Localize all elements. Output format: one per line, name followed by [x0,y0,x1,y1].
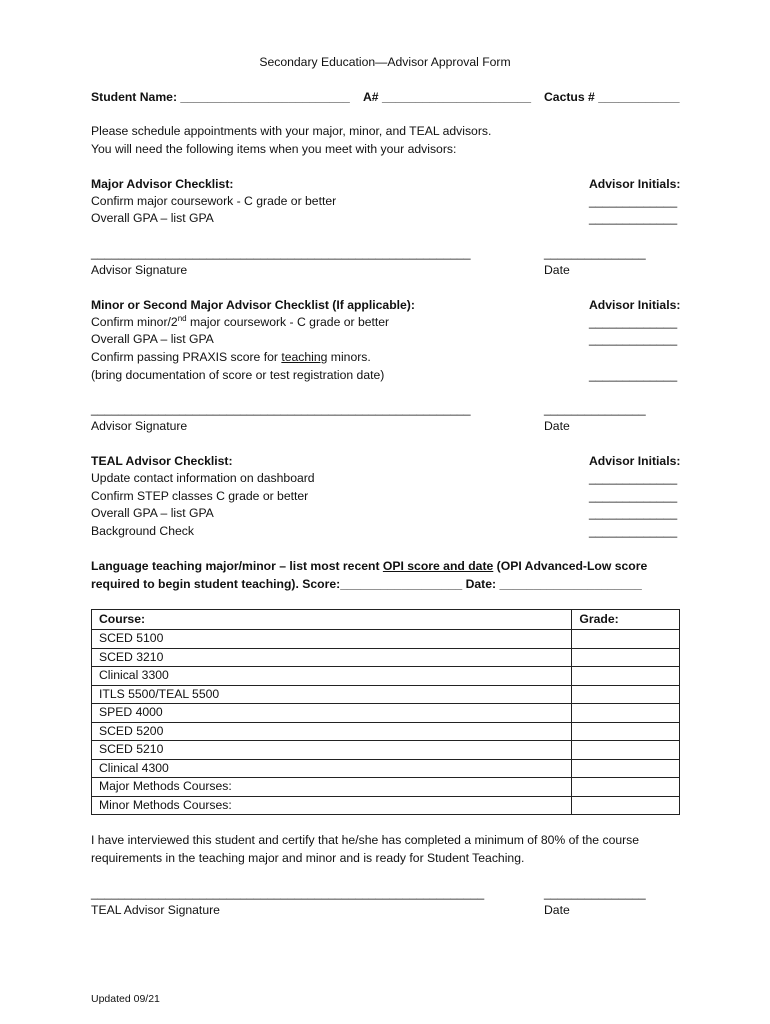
teal-initial-blank-2[interactable]: _____________ [589,489,678,503]
grade-cell[interactable] [572,685,680,704]
teal-initials-heading: Advisor Initials: [589,454,681,468]
minor-date-label: Date [544,419,570,433]
grade-cell[interactable] [572,630,680,649]
grade-cell[interactable] [572,741,680,760]
minor-date-line[interactable]: _______________ [544,402,646,416]
grade-cell[interactable] [572,722,680,741]
grade-column-header: Grade: [572,610,680,630]
table-row [92,630,680,649]
intro-line-1: Please schedule appointments with your major, minor, and TEAL advisors. [91,124,492,138]
grade-cell[interactable] [572,667,680,686]
minor-initial-blank-2[interactable]: _____________ [589,332,678,346]
course-cell: SCED 5100 [92,630,572,649]
minor-initial-blank-1[interactable]: _____________ [589,315,678,329]
course-cell: SCED 3210 [92,648,572,667]
student-name-field[interactable]: Student Name: _________________________ [91,90,350,104]
language-requirement-line-2[interactable]: required to begin student teaching). Score:__________________ Date: _____________________ [91,577,642,591]
course-cell: Major Methods Courses: [92,778,572,797]
course-column-header: Course: [92,610,572,630]
major-item-gpa: Overall GPA – list GPA [91,211,214,225]
major-checklist-heading: Major Advisor Checklist: [91,177,234,191]
teal-initial-blank-1[interactable]: _____________ [589,471,678,485]
grade-cell[interactable] [572,704,680,723]
major-date-line[interactable]: _______________ [544,246,646,260]
minor-checklist-heading: Minor or Second Major Advisor Checklist (If applicable): [91,298,415,312]
teal-initial-blank-3[interactable]: _____________ [589,506,678,520]
teal-item-step: Confirm STEP classes C grade or better [91,489,309,503]
intro-line-2: You will need the following items when you meet with your advisors: [91,142,457,156]
teal-item-background: Background Check [91,524,194,538]
cactus-number-field[interactable]: Cactus # ____________ [544,90,680,104]
teal-date-line[interactable]: _______________ [544,886,646,900]
table-row [92,685,680,704]
table-row [92,667,680,686]
grade-cell[interactable] [572,759,680,778]
major-initial-blank-1[interactable]: _____________ [589,194,678,208]
minor-initial-blank-3[interactable]: _____________ [589,368,678,382]
a-number-field[interactable]: A# ______________________ [363,90,532,104]
teal-item-contact: Update contact information on dashboard [91,471,315,485]
course-cell: Minor Methods Courses: [92,796,572,815]
grade-cell[interactable] [572,778,680,797]
table-header-row [92,610,680,630]
minor-initials-heading: Advisor Initials: [589,298,681,312]
major-initial-blank-2[interactable]: _____________ [589,211,678,225]
teal-checklist-heading: TEAL Advisor Checklist: [91,454,233,468]
minor-item-praxis: Confirm passing PRAXIS score for teaching minors. [91,350,371,364]
teal-date-label: Date [544,903,570,917]
minor-item-documentation: (bring documentation of score or test registration date) [91,368,385,382]
course-cell: SCED 5210 [92,741,572,760]
minor-item-coursework: Confirm minor/2nd major coursework - C grade or better [91,313,390,329]
course-cell: Clinical 4300 [92,759,572,778]
course-grade-table [91,609,680,815]
teal-signature-label: TEAL Advisor Signature [91,903,220,917]
table-row [92,759,680,778]
course-cell: SCED 5200 [92,722,572,741]
teal-initial-blank-4[interactable]: _____________ [589,524,678,538]
minor-item-gpa: Overall GPA – list GPA [91,332,214,346]
teal-item-gpa: Overall GPA – list GPA [91,506,214,520]
table-row [92,741,680,760]
table-row [92,648,680,667]
page-title: Secondary Education—Advisor Approval Form [259,55,511,69]
certification-line-1: I have interviewed this student and certify that he/she has completed a minimum of 80% of the course [91,833,640,847]
major-date-label: Date [544,263,570,277]
major-initials-heading: Advisor Initials: [589,177,681,191]
minor-signature-label: Advisor Signature [91,419,188,433]
course-cell: SPED 4000 [92,704,572,723]
table-row [92,796,680,815]
table-row [92,778,680,797]
teal-signature-line[interactable]: __________________________________________________________ [91,886,485,900]
course-cell: Clinical 3300 [92,667,572,686]
certification-line-2: requirements in the teaching major and minor and is ready for Student Teaching. [91,851,525,865]
course-cell: ITLS 5500/TEAL 5500 [92,685,572,704]
language-requirement-line-1: Language teaching major/minor – list most recent OPI score and date (OPI Advanced-Low score [91,559,648,573]
grade-cell[interactable] [572,796,680,815]
footer-updated: Updated 09/21 [91,993,160,1005]
minor-signature-line[interactable]: ________________________________________________________ [91,402,471,416]
grade-cell[interactable] [572,648,680,667]
major-signature-label: Advisor Signature [91,263,188,277]
major-signature-line[interactable]: ________________________________________________________ [91,246,471,260]
table-row [92,722,680,741]
major-item-coursework: Confirm major coursework - C grade or better [91,194,337,208]
table-row [92,704,680,723]
